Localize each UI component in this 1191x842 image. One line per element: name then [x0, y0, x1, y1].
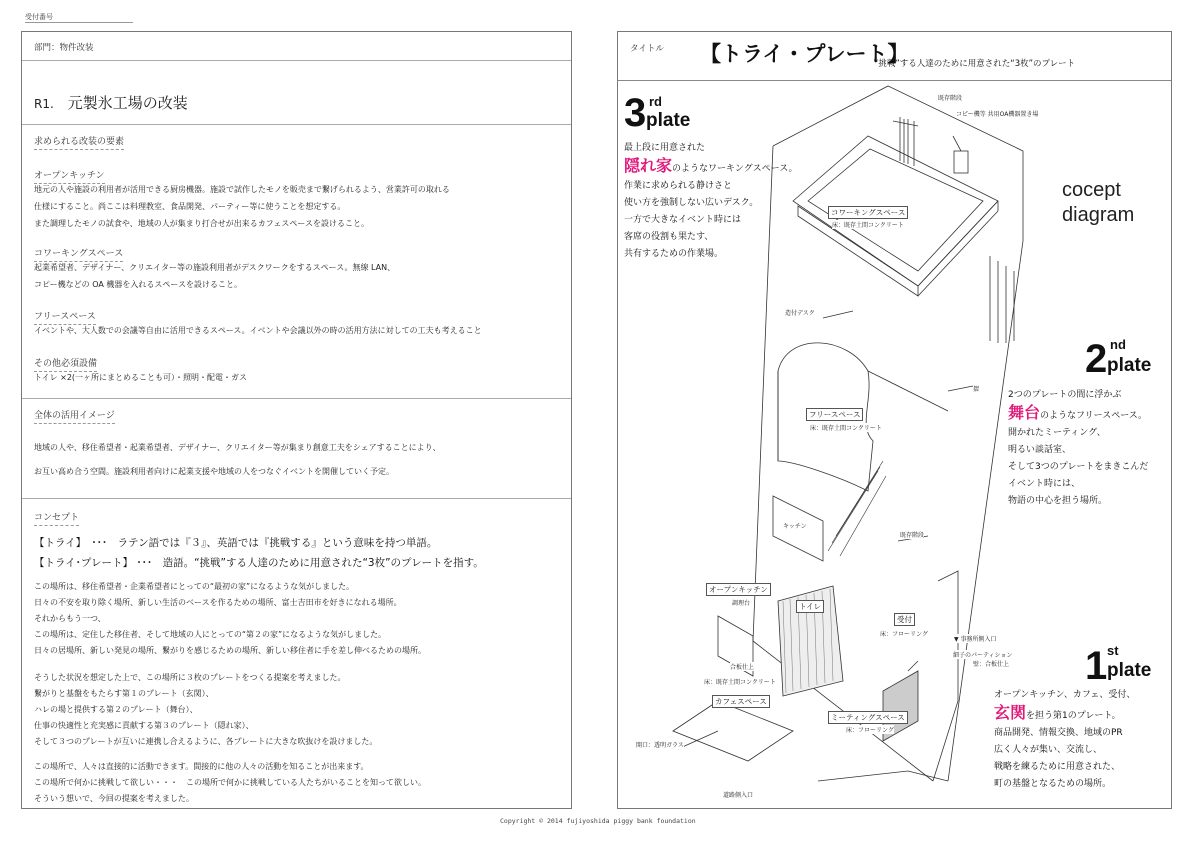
text-line: 使い方を強制しない広いデスク。 [624, 198, 759, 208]
text-line: 町の基盤となるための場所。 [994, 779, 1112, 789]
text-line: 地域の人や、移住希望者・起業希望者、デザイナー、クリエイター等が集まり創意工夫をシェアすることにより、 [34, 443, 441, 452]
label-cooking-table: 調理台 [732, 600, 751, 607]
section-heading-coworking: コワーキングスペース [34, 246, 123, 262]
plate3-word: plate [646, 110, 691, 131]
right-panel [617, 31, 1172, 809]
plate1-description [994, 687, 1135, 793]
text-line: 物語の中心を担う場所。 [1008, 496, 1108, 506]
concept-definition-try: 【トライ】 ･･･ ラテン語では『３』、英語では『挑戦する』という意味を持つ単語。 [34, 537, 438, 549]
label-toilet: トイレ [796, 600, 824, 613]
text-line: そして3つのプレートをまきこんだ [1008, 462, 1149, 472]
first-plate-edge [933, 571, 958, 781]
usage-image-heading: 全体の活用イメージ [34, 408, 115, 424]
text-line: ハレの場と提供する第２のプレート（舞台）、 [34, 705, 198, 714]
title-label: タイトル [630, 44, 664, 54]
leader-line [953, 136, 961, 151]
leader-line [823, 311, 853, 318]
third-plate-edge [918, 201, 998, 286]
receipt-number-label: 受付番号 [25, 13, 53, 21]
label-plywood: 合板仕上 [730, 664, 755, 671]
leader-line [948, 386, 973, 391]
label-kitchen: キッチン [783, 523, 807, 530]
label-office-entrance: ▼ 事務所側入口 [954, 636, 997, 643]
text-line: そうした状況を想定した上で、この場所に３枚のプレートをつくる提案を考えました。 [34, 673, 346, 682]
text-line: 商品開発、情報交換、地域のPR [994, 728, 1123, 738]
text-line: 仕様にすること。尚ここは料理教室、食品開発、パーティー等に使うことを想定する。 [34, 202, 346, 211]
label-copy-area: コピー機等 共用OA機器置き場 [956, 111, 1039, 118]
text-line: diagram [1062, 204, 1135, 226]
text-line: 最上段に用意された [624, 143, 706, 153]
plate3-description [624, 140, 797, 263]
project-number: R1. [34, 97, 54, 111]
label-lattice-wall: 壁：合板仕上 [973, 661, 1010, 668]
text-line: この場所で何かに挑戦して欲しい・・・ この場所で何かに挑戦している人たちがいることを知って欲しい。 [34, 778, 426, 787]
plate1-number: 1 [1085, 644, 1108, 688]
plate3-ordinal: rd [649, 94, 662, 109]
text-line: イベント時には、 [1008, 479, 1081, 489]
top-stairs [900, 117, 914, 166]
label-handrail: 摺 [973, 386, 980, 393]
plate3-highlight: 隠れ家 [624, 156, 673, 175]
text-line: お互い高め合う空間。施設利用者向けに起業支援や地域の人をつなぐイベントを開催していく予定。 [34, 467, 394, 476]
project-title [34, 92, 188, 113]
text-line: 日々の不安を取り除く場所、新しい生活のベースを作るための場所、富士吉田市を好きになれる場所。 [34, 598, 402, 607]
label-coworking: コワーキングスペース [828, 206, 908, 219]
concept-definition-try-plate: 【トライ･プレート】 ･･･ 造語。“挑戦”する人達のために用意された“3枚”のプレートを指す。 [34, 557, 484, 569]
concept-heading: コンセプト [34, 510, 79, 526]
text-line: 戦略を練るために用意された、 [994, 762, 1121, 772]
plate3-number: 3 [624, 91, 647, 135]
section-body-coworking [34, 259, 395, 293]
text-line: 開かれたミーティング、 [1008, 428, 1106, 438]
plate1-word: plate [1107, 660, 1152, 681]
text-line: のようなワーキングスペース。 [672, 164, 798, 174]
text-line: cocept [1062, 179, 1121, 201]
section-body-free-space [34, 322, 482, 339]
label-desk: 造付デスク [785, 310, 815, 317]
label-meeting: ミーティングスペース [828, 711, 908, 724]
first-plate-edge [818, 771, 948, 781]
concept-diagram-title [1062, 178, 1134, 228]
title-subtitle: “挑戦”する人達のために用意された“3枚”のプレート [874, 59, 1076, 69]
text-line: そして３つのプレートが互いに連携し合えるように、各プレートに大きな吹抜けを設けました。 [34, 737, 378, 746]
concept-paragraph-3 [34, 759, 426, 807]
label-free-space: フリースペース [806, 408, 863, 421]
left-panel [21, 31, 572, 809]
label-road-entrance: 道路側入口 [723, 792, 754, 799]
title-main: 【トライ・プレート】 [700, 42, 909, 66]
second-plate-edge [868, 371, 948, 411]
text-line: 共有するための作業場。 [624, 249, 724, 259]
text-line: 繋がりと基盤をもたらす第１のプレート（玄関）、 [34, 689, 214, 698]
label-cafe-floor: 床：既存土間コンクリート [704, 679, 776, 686]
divider [22, 398, 571, 399]
label-reception: 受付 [894, 613, 915, 626]
label-reception-floor: 床：フローリング [880, 631, 928, 638]
text-line: 仕事の快適性と充実感に貢献する第３のプレート（隠れ家）、 [34, 721, 254, 730]
divider [22, 124, 571, 125]
label-open-kitchen: オープンキッチン [706, 583, 771, 596]
section-body-open-kitchen [34, 181, 450, 232]
text-line: 客席の役割も果たす、 [624, 232, 714, 242]
divider [22, 498, 571, 499]
label-existing-stairs-top: 既存階段 [938, 95, 963, 102]
text-line: この場所は、移住希望者・企業希望者にとっての“最初の家”になるような気がしました。 [34, 582, 355, 591]
section-heading-open-kitchen: オープンキッチン [34, 168, 105, 184]
usage-image-body [34, 436, 441, 484]
label-lattice-partition: 細子のパーティション [953, 652, 1013, 659]
label-free-floor: 床：既存土間コンクリート [810, 425, 882, 432]
label-opening: 開口：透明ガラス [636, 742, 684, 749]
text-line: 2つのプレートの間に浮かぶ [1008, 390, 1122, 400]
label-meeting-floor: 床：フローリング [846, 727, 894, 734]
requirements-heading: 求められる改装の要素 [34, 134, 124, 150]
text-line: 作業に求められる静けさと [624, 181, 733, 191]
plate1-highlight: 玄関 [994, 703, 1027, 722]
cafe-counter [673, 701, 793, 761]
plate2-number: 2 [1085, 337, 1108, 381]
central-stair [828, 461, 886, 556]
text-line: それからもう一つ、 [34, 614, 106, 623]
text-line: そういう想いで、今回の提案を考えました。 [34, 794, 194, 803]
label-coworking-floor: 床：既存土間コンクリート [832, 222, 904, 229]
text-line: トイレ ×2(一ヶ所にまとめることも可）・照明・配電・ガス [34, 373, 248, 382]
text-line: 起業希望者、デザイナー、クリエイター等の施設利用者がデスクワークをするスペース。無線 LAN、 [34, 263, 396, 272]
text-line: 広く人々が集い、交流し、 [994, 745, 1103, 755]
third-plate-edge [918, 211, 998, 296]
text-line: この場所は、定住した移住者、そして地域の人にとっての“第２の家”になるような気がしました。 [34, 630, 387, 639]
section-heading-free-space: フリースペース [34, 309, 96, 325]
divider [22, 60, 571, 61]
plate2-word: plate [1107, 355, 1152, 376]
label-cafe-space: カフェスペース [712, 695, 770, 708]
text-line: 日々の居場所、新しい発見の場所、繋がりを感じるための場所、新しい移住者に手を差し伸べるための場所。 [34, 646, 426, 655]
text-line: 一方で大きなイベント時には [624, 215, 742, 225]
plate2-description [1008, 387, 1148, 510]
concept-paragraph-1 [34, 579, 426, 659]
text-line: コピー機などの OA 機器を入れるスペースを設けること。 [34, 280, 242, 289]
plate2-highlight: 舞台 [1008, 403, 1041, 422]
section-body-other-equipment [34, 369, 247, 386]
text-line: のようなフリースペース。 [1040, 411, 1148, 421]
section-heading-other-equipment: その他必須設備 [34, 356, 97, 372]
department-label: 部門：物件改装 [34, 43, 94, 53]
text-line: イベントや、大人数での会議等自由に活用できるスペース。イベントや会議以外の時の活用方法に対しての工夫も考えること [34, 326, 482, 335]
text-line: を担う第1のプレート。 [1026, 711, 1121, 721]
project-title-text: 元製氷工場の改装 [67, 94, 188, 112]
text-line: 地元の人や施設の利用者が活用できる厨房機器。施設で試作したモノを販売まで繋げられるよう、営業許可の取れる [34, 185, 450, 194]
text-line: オープンキッチン、カフェ、受付、 [994, 690, 1136, 700]
copyright-footer: Copyright © 2014 fujiyoshida piggy bank foundation [500, 817, 696, 825]
plate2-ordinal: nd [1110, 337, 1126, 352]
text-line: この場所で、人々は直接的に活動できます。間接的に他の人々の活動を知ることが出来ます。 [34, 762, 369, 771]
leader-line [908, 661, 918, 671]
copy-machine [954, 151, 968, 173]
plate1-ordinal: st [1107, 643, 1119, 658]
concept-paragraph-2 [34, 670, 377, 750]
text-line: また調理したモノの試食や、地域の人が集まり打合せが出来るカフェスペースを設けること。 [34, 219, 369, 228]
receipt-number-line [25, 22, 133, 23]
text-line: 明るい談話室、 [1008, 445, 1072, 455]
label-existing-stairs: 既存階段 [900, 532, 925, 539]
